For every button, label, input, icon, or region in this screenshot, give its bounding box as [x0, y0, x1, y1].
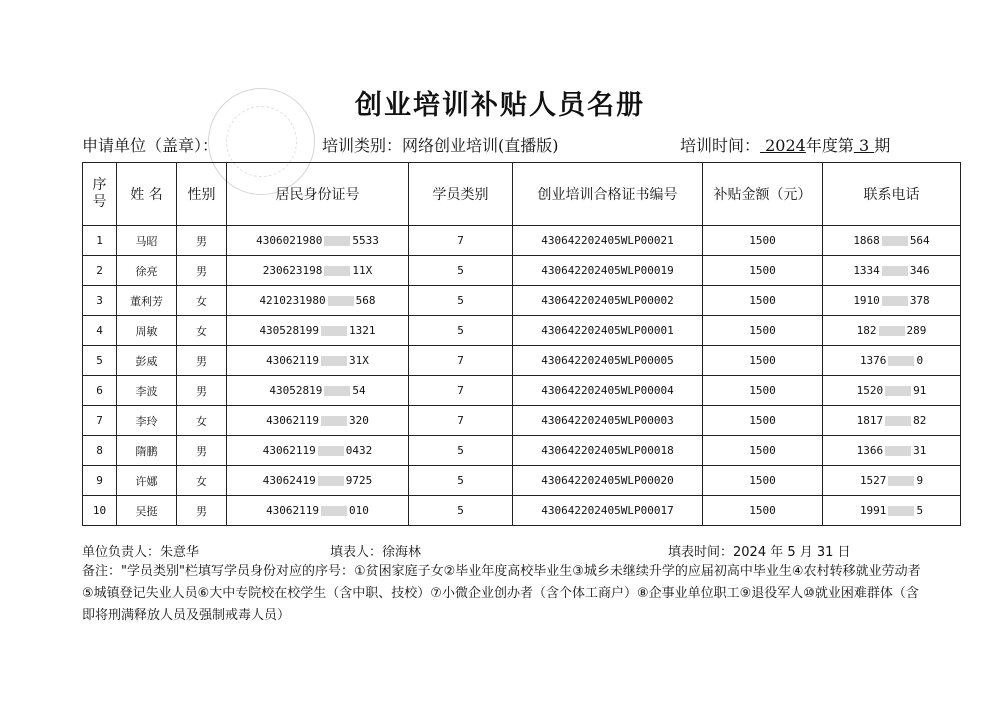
table-row	[83, 496, 961, 526]
redaction-mark	[888, 476, 914, 486]
redaction-mark	[321, 506, 347, 516]
row-cert-number: 430642202405WLP00018	[513, 436, 703, 466]
row-phone	[823, 376, 961, 406]
form-filler: 填表人：徐海林	[330, 545, 422, 560]
row-id-number	[227, 496, 409, 526]
row-amount: 1500	[703, 496, 823, 526]
row-category: 7	[409, 406, 513, 436]
id-prefix: 43062119	[266, 504, 320, 517]
row-name: 李波	[117, 376, 177, 406]
row-amount: 1500	[703, 286, 823, 316]
row-seq: 7	[83, 406, 117, 436]
training-time	[680, 133, 890, 156]
row-gender: 男	[177, 346, 227, 376]
row-amount: 1500	[703, 346, 823, 376]
redaction-mark	[882, 236, 908, 246]
id-prefix: 43062119	[266, 354, 320, 367]
row-seq: 5	[83, 346, 117, 376]
row-cert-number: 430642202405WLP00005	[513, 346, 703, 376]
id-suffix: 5533	[352, 234, 379, 247]
fill-date: 填表时间：2024 年 5 月 31 日	[668, 545, 851, 560]
row-id-number	[227, 286, 409, 316]
id-prefix: 430528199	[259, 324, 320, 337]
training-year: 2024	[765, 136, 806, 155]
phone-prefix: 1868	[853, 234, 880, 247]
redaction-mark	[324, 386, 350, 396]
table-header-row	[83, 163, 961, 226]
row-cert-number: 430642202405WLP00021	[513, 226, 703, 256]
row-phone	[823, 346, 961, 376]
phone-suffix: 91	[913, 384, 927, 397]
row-gender: 女	[177, 406, 227, 436]
row-id-number	[227, 466, 409, 496]
row-gender: 男	[177, 436, 227, 466]
table-row	[83, 406, 961, 436]
row-name: 徐亮	[117, 256, 177, 286]
row-id-number	[227, 256, 409, 286]
column-header-id: 居民身份证号	[227, 163, 409, 226]
id-prefix: 230623198	[262, 264, 323, 277]
row-category: 5	[409, 466, 513, 496]
row-gender: 男	[177, 376, 227, 406]
unit-leader: 单位负责人：朱意华	[82, 545, 200, 560]
table-row	[83, 436, 961, 466]
row-name: 许娜	[117, 466, 177, 496]
row-phone	[823, 226, 961, 256]
row-phone	[823, 406, 961, 436]
row-category: 5	[409, 256, 513, 286]
row-category: 5	[409, 286, 513, 316]
column-header-category: 学员类别	[409, 163, 513, 226]
table-row	[83, 226, 961, 256]
id-suffix: 568	[355, 294, 376, 307]
redaction-mark	[321, 416, 347, 426]
row-category: 5	[409, 496, 513, 526]
row-id-number	[227, 316, 409, 346]
phone-prefix: 1817	[856, 414, 884, 427]
row-amount: 1500	[703, 466, 823, 496]
row-name: 董利芳	[117, 286, 177, 316]
row-name: 周敏	[117, 316, 177, 346]
id-suffix: 1321	[349, 324, 376, 337]
row-amount: 1500	[703, 376, 823, 406]
row-id-number	[227, 436, 409, 466]
column-header-seq: 序 号	[83, 163, 117, 226]
redaction-mark	[879, 326, 905, 336]
phone-suffix: 31	[913, 444, 927, 457]
row-phone	[823, 316, 961, 346]
row-cert-number: 430642202405WLP00019	[513, 256, 703, 286]
row-gender: 男	[177, 496, 227, 526]
row-phone	[823, 436, 961, 466]
redaction-mark	[888, 356, 914, 366]
id-prefix: 43052819	[269, 384, 323, 397]
phone-prefix: 1520	[856, 384, 884, 397]
table-row	[83, 466, 961, 496]
id-suffix: 9725	[345, 474, 373, 487]
training-type-label: 培训类别：	[322, 136, 403, 155]
id-prefix: 43062119	[262, 444, 316, 457]
phone-suffix: 346	[909, 264, 930, 277]
row-seq: 6	[83, 376, 117, 406]
row-category: 7	[409, 346, 513, 376]
table-row	[83, 316, 961, 346]
phone-suffix: 378	[909, 294, 930, 307]
row-gender: 女	[177, 316, 227, 346]
row-category: 5	[409, 436, 513, 466]
phone-suffix: 0	[916, 354, 924, 367]
row-amount: 1500	[703, 226, 823, 256]
redaction-mark	[882, 266, 908, 276]
row-gender: 男	[177, 226, 227, 256]
row-cert-number: 430642202405WLP00003	[513, 406, 703, 436]
phone-prefix: 1366	[856, 444, 884, 457]
redaction-mark	[318, 446, 344, 456]
row-seq: 10	[83, 496, 117, 526]
redaction-mark	[321, 356, 347, 366]
row-cert-number: 430642202405WLP00002	[513, 286, 703, 316]
row-seq: 8	[83, 436, 117, 466]
applicant-label: 申请单位（盖章）：	[82, 136, 219, 155]
table-row	[83, 256, 961, 286]
phone-prefix: 1991	[859, 504, 887, 517]
column-header-amount: 补贴金额（元）	[703, 163, 823, 226]
roster-table	[82, 162, 961, 526]
id-prefix: 4306021980	[256, 234, 323, 247]
phone-suffix: 289	[906, 324, 927, 337]
document-title: 创业培训补贴人员名册	[355, 90, 645, 121]
row-id-number	[227, 346, 409, 376]
row-gender: 男	[177, 256, 227, 286]
id-prefix: 43062419	[262, 474, 316, 487]
row-phone	[823, 496, 961, 526]
row-category: 7	[409, 376, 513, 406]
training-type-value: 网络创业培训(直播版)	[402, 136, 559, 155]
row-category: 7	[409, 226, 513, 256]
id-prefix: 43062119	[266, 414, 320, 427]
row-cert-number: 430642202405WLP00017	[513, 496, 703, 526]
id-suffix: 31X	[349, 354, 369, 367]
id-suffix: 11X	[352, 264, 373, 277]
row-seq: 2	[83, 256, 117, 286]
training-year-suffix: 年度第	[805, 136, 854, 155]
row-id-number	[227, 226, 409, 256]
row-phone	[823, 256, 961, 286]
id-suffix: 0432	[345, 444, 373, 457]
row-category: 5	[409, 316, 513, 346]
redaction-mark	[885, 416, 911, 426]
row-name: 隋鹏	[117, 436, 177, 466]
phone-prefix: 1334	[853, 264, 880, 277]
redaction-mark	[324, 236, 350, 246]
column-header-gender: 性别	[177, 163, 227, 226]
row-gender: 女	[177, 286, 227, 316]
phone-prefix: 1376	[859, 354, 887, 367]
row-amount: 1500	[703, 436, 823, 466]
remarks-note: 备注："学员类别"栏填写学员身份对应的序号：①贫困家庭子女②毕业年度高校毕业生③城乡未继续升学的应届初高中毕业生④农村转移就业劳动者⑤城镇登记失业人员⑥大中专院校在校学生（含中职、技校）⑦小微企业创办者（含个体工商户）⑧企事业单位职工⑨退役军人⑩就业困难群体（含即将刑满释放人员及强制戒毒人员）	[82, 564, 921, 623]
column-header-cert: 创业培训合格证书编号	[513, 163, 703, 226]
redaction-mark	[882, 296, 908, 306]
id-suffix: 54	[352, 384, 366, 397]
training-time-label: 培训时间：	[680, 136, 761, 155]
phone-suffix: 5	[916, 504, 924, 517]
table-row	[83, 376, 961, 406]
row-seq: 3	[83, 286, 117, 316]
row-name: 彭威	[117, 346, 177, 376]
row-id-number	[227, 376, 409, 406]
row-cert-number: 430642202405WLP00004	[513, 376, 703, 406]
row-name: 李玲	[117, 406, 177, 436]
id-suffix: 320	[349, 414, 369, 427]
table-row	[83, 346, 961, 376]
redaction-mark	[321, 326, 347, 336]
row-cert-number: 430642202405WLP00001	[513, 316, 703, 346]
phone-prefix: 182	[856, 324, 877, 337]
training-type	[322, 133, 559, 156]
row-amount: 1500	[703, 316, 823, 346]
row-phone	[823, 286, 961, 316]
phone-suffix: 564	[909, 234, 930, 247]
row-seq: 1	[83, 226, 117, 256]
redaction-mark	[324, 266, 350, 276]
column-header-name: 姓 名	[117, 163, 177, 226]
row-amount: 1500	[703, 256, 823, 286]
id-prefix: 4210231980	[259, 294, 326, 307]
redaction-mark	[885, 386, 911, 396]
redaction-mark	[318, 476, 344, 486]
id-suffix: 010	[349, 504, 369, 517]
redaction-mark	[888, 506, 914, 516]
row-phone	[823, 466, 961, 496]
redaction-mark	[885, 446, 911, 456]
row-cert-number: 430642202405WLP00020	[513, 466, 703, 496]
phone-prefix: 1910	[853, 294, 880, 307]
phone-suffix: 82	[913, 414, 927, 427]
phone-suffix: 9	[916, 474, 924, 487]
row-name: 马昭	[117, 226, 177, 256]
training-period: 3	[858, 136, 870, 155]
table-row	[83, 286, 961, 316]
row-seq: 4	[83, 316, 117, 346]
column-header-phone: 联系电话	[823, 163, 961, 226]
row-gender: 女	[177, 466, 227, 496]
row-amount: 1500	[703, 406, 823, 436]
row-id-number	[227, 406, 409, 436]
phone-prefix: 1527	[859, 474, 887, 487]
redaction-mark	[328, 296, 354, 306]
row-name: 吴挺	[117, 496, 177, 526]
row-seq: 9	[83, 466, 117, 496]
training-period-suffix: 期	[874, 136, 891, 155]
